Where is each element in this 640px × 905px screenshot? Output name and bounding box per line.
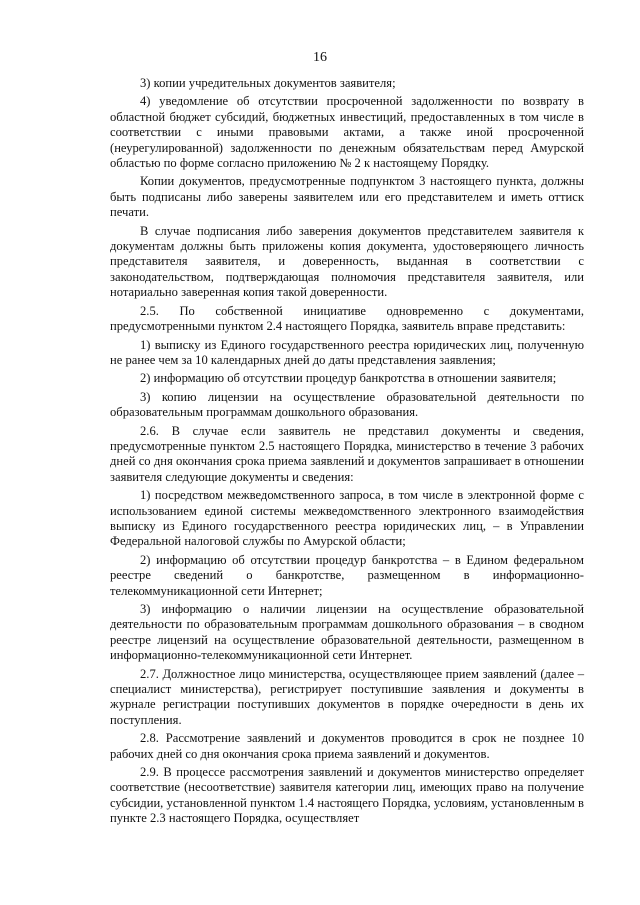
paragraph-clause-2-5: 2.5. По собственной инициативе одновременно с документами, предусмотренными пунктом 2.4 настоящего Порядка, заявитель вправе представить: (110, 303, 584, 334)
page-number: 16 (313, 50, 327, 65)
paragraph-item-4-debt-notice: 4) уведомление об отсутствии просроченной задолженности по возврату в областной бюджет субсидий, бюджетных инвестиций, предоставленных в том числе в соответствии с иными правовыми актами, а также иной просроченной (неурегулированной) задолженности по денежным обязательствам перед Амурской областью по форме согласно приложению № 2 к настоящему Порядку. (110, 94, 584, 171)
paragraph-clause-2-6-item-3: 3) информацию о наличии лицензии на осуществление образовательной деятельности по образовательным программам дошкольного образования – в сводном реестре лицензий на осуществление образовательной деятельности, размещенном в информационно-телекоммуникационной сети Интернет. (110, 602, 584, 663)
paragraph-clause-2-5-item-1: 1) выписку из Единого государственного реестра юридических лиц, полученную не ранее чем за 10 календарных дней до даты представления заявления; (110, 337, 584, 367)
paragraph-item-3-founding-docs: 3) копии учредительных документов заявителя; (140, 76, 396, 90)
paragraph-clause-2-6-item-1: 1) посредством межведомственного запроса, в том числе в электронной форме с использованием единой системы межведомственного электронного взаимодействия выписку из Единого государственного реестра юридических лиц, – в Управлении Федеральной налоговой службы по Амурской области; (110, 488, 584, 549)
paragraph-clause-2-8: 2.8. Рассмотрение заявлений и документов проводится в срок не позднее 10 рабочих дней со дня окончания срока приема заявлений и документов. (110, 731, 584, 761)
paragraph-clause-2-5-item-2: 2) информацию об отсутствии процедур банкротства в отношении заявителя; (140, 371, 557, 386)
paragraph-clause-2-6: 2.6. В случае если заявитель не представил документы и сведения, предусмотренные пунктом 2.5 настоящего Порядка, министерство в течение 3 рабочих дней со дня окончания срока приема заявлений и документов запрашивает в отношении заявителя следующие документы и сведения: (110, 423, 584, 484)
document-body (110, 76, 584, 830)
paragraph-clause-2-6-item-2: 2) информацию об отсутствии процедур банкротства – в Едином федеральном реестре сведений о банкротстве, размещенном в информационно-телекоммуникационной сети Интернет; (110, 552, 584, 598)
paragraph-copies-signing: Копии документов, предусмотренные подпунктом 3 настоящего пункта, должны быть подписаны либо заверены заявителем или его представителем и иметь оттиск печати. (110, 174, 584, 220)
paragraph-clause-2-9: 2.9. В процессе рассмотрения заявлений и документов министерство определяет соответствие (несоответствие) заявителя категории лиц, имеющих право на получение субсидии, установленной пунктом 1.4 настоящего Порядка, условиям, установленным в пункте 2.3 настоящего Порядка, осуществляет (110, 765, 584, 826)
paragraph-clause-2-7: 2.7. Должностное лицо министерства, осуществляющее прием заявлений (далее – специалист министерства), регистрирует поступившие заявления и документы в журнале регистрации поступивших документов в порядке очередности в день их поступления. (110, 666, 584, 727)
paragraph-clause-2-5-item-3: 3) копию лицензии на осуществление образовательной деятельности по образовательным программам дошкольного образования. (110, 389, 584, 420)
paragraph-representative: В случае подписания либо заверения документов представителем заявителя к документам должны быть приложены копия документа, удостоверяющего личность представителя заявителя, и доверенность, выданная в соответствии с законодательством, подтверждающая полномочия представителя заявителя, или нотариально заверенная копия такой доверенности. (110, 223, 584, 300)
